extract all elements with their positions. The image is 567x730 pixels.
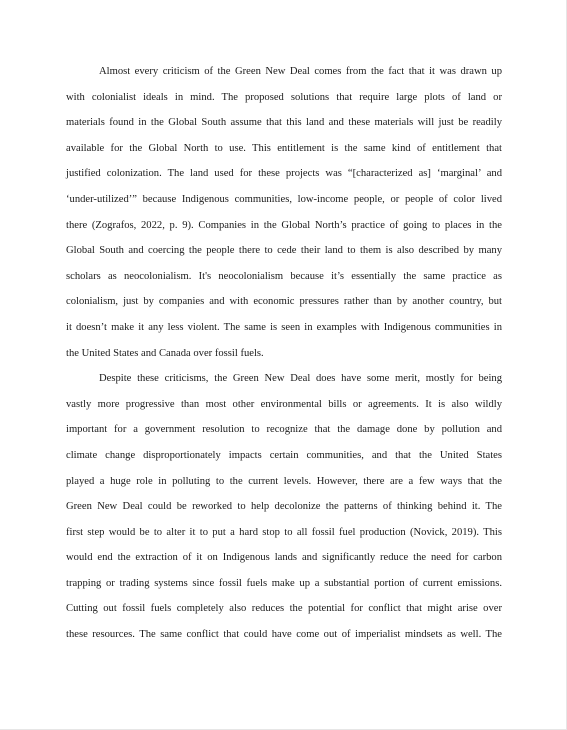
text-line: available for the Global North to use. This entitlement is the same kind of entitlement that (66, 142, 502, 154)
text-line: with colonialist ideals in mind. The proposed solutions that require large plots of land or (66, 91, 502, 103)
text-line: would end the extraction of it on Indigenous lands and significantly reduce the need for carbon (66, 552, 502, 564)
text-line: trapping or trading systems since fossil fuels make up a substantial portion of current emissions. (66, 577, 502, 589)
text-line: Green New Deal could be reworked to help decolonize the patterns of thinking behind it. The (66, 501, 502, 513)
text-line: ‘under-utilized’” because Indigenous communities, low-income people, or people of color lived (66, 193, 502, 205)
text-line: Almost every criticism of the Green New Deal comes from the fact that it was drawn up (99, 66, 502, 77)
text-line: there (Zografos, 2022, p. 9). Companies in the Global North’s practice of going to places in the (66, 219, 502, 231)
text-line: Despite these criticisms, the Green New Deal does have some merit, mostly for being (99, 373, 502, 385)
text-line: the United States and Canada over fossil fuels. (66, 347, 264, 359)
text-line: scholars as neocolonialism. It's neocolonialism because it’s essentially the same practice as (66, 270, 502, 282)
text-line: colonialism, just by companies and with economic pressures rather than by another country, but (66, 296, 502, 308)
text-line: vastly more progressive than most other environmental bills or agreements. It is also wildly (66, 398, 502, 410)
text-line: Cutting out fossil fuels completely also reduces the potential for conflict that might arise over (66, 603, 502, 615)
text-line: played a huge role in polluting to the current levels. However, there are a few ways that the (66, 475, 502, 487)
text-line: Global South and coercing the people there to cede their land to them is also described by many (66, 245, 502, 257)
text-line: climate change disproportionately impacts certain communities, and that the United States (66, 449, 502, 461)
text-line: it doesn’t make it any less violent. The same is seen in examples with Indigenous communities in (66, 321, 502, 333)
text-line: justified colonization. The land used for these projects was “[characterized as] ‘marginal’ and (66, 168, 502, 180)
text-line: important for a government resolution to recognize that the damage done by pollution and (66, 424, 502, 436)
text-line: these resources. The same conflict that could have come out of imperialist mindsets as well. The (66, 629, 502, 641)
document-body (66, 64, 502, 653)
text-line: first step would be to alter it to put a hard stop to all fossil fuel production (Novick, 2019). This (66, 526, 502, 538)
paragraph-1 (66, 64, 502, 371)
paragraph-2 (66, 371, 502, 653)
text-line: materials found in the Global South assume that this land and these materials will just be readily (66, 117, 502, 129)
